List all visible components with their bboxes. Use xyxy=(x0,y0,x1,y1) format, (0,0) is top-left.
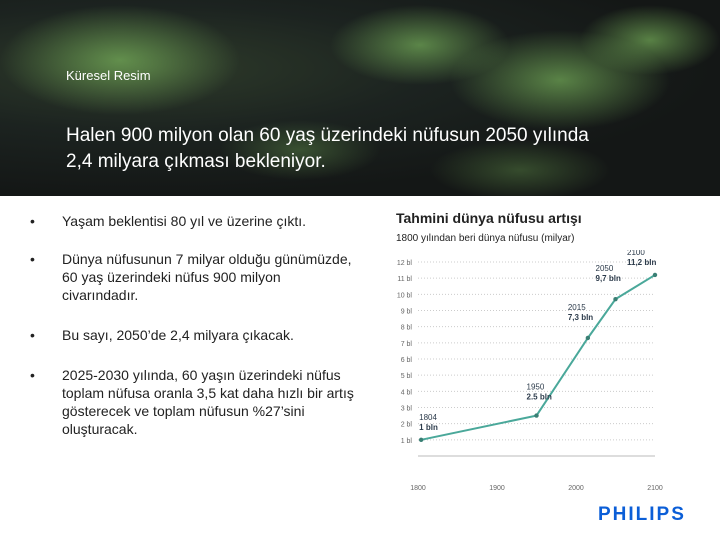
y-tick-label: 8 bl xyxy=(400,324,412,332)
bullet-item xyxy=(30,366,360,438)
bullet-item xyxy=(30,212,360,230)
bullet-item xyxy=(30,326,360,344)
philips-logo: PHILIPS xyxy=(598,504,686,525)
data-year-label: 2015 xyxy=(567,302,586,312)
bullet-list xyxy=(30,212,360,438)
y-tick-label: 6 bl xyxy=(400,357,412,364)
data-point xyxy=(534,413,538,417)
data-value-label: 11,2 bln xyxy=(627,257,657,267)
y-tick-label: 1 bl xyxy=(400,437,412,445)
data-year-label: 2100 xyxy=(627,250,645,257)
population-line-chart xyxy=(380,250,680,500)
bullet-dot: • xyxy=(30,367,35,383)
bullet-dot: • xyxy=(30,327,35,343)
y-tick-label: 12 bl xyxy=(396,260,412,267)
bullet-text: Dünya nüfusunun 7 milyar olduğu günümüzde, 60 yaş üzerindeki nüfus 900 milyon civarındadır. xyxy=(62,251,352,303)
y-tick-label: 9 bl xyxy=(400,308,412,316)
bullet-text: 2025-2030 yılında, 60 yaşın üzerindeki nüfus toplam nüfusa oranla 3,5 kat daha hızlı bir artış gösterecek ve toplam nüfusun %27’sini oluşturacak. xyxy=(62,367,354,437)
x-tick-label: 2100 xyxy=(647,485,663,492)
bullet-text: Yaşam beklentisi 80 yıl ve üzerine çıktı. xyxy=(62,213,307,229)
x-tick-label: 2000 xyxy=(568,485,584,492)
chart-title: Tahmini dünya nüfusu artışı xyxy=(396,210,582,226)
y-tick-label: 3 bl xyxy=(400,405,412,413)
section-label: Küresel Resim xyxy=(66,68,151,83)
x-tick-label: 1900 xyxy=(489,485,505,492)
data-point xyxy=(653,273,657,277)
bullet-item xyxy=(30,250,360,304)
y-tick-label: 4 bl xyxy=(400,389,412,397)
data-value-label: 1 bln xyxy=(419,422,438,432)
chart-subtitle: 1800 yılından beri dünya nüfusu (milyar) xyxy=(396,233,575,244)
y-tick-label: 5 bl xyxy=(400,373,412,381)
bullet-text: Bu sayı, 2050’de 2,4 milyara çıkacak. xyxy=(62,327,294,343)
data-year-label: 1950 xyxy=(526,382,545,392)
bullet-dot: • xyxy=(30,251,35,267)
headline-line-1: Halen 900 milyon olan 60 yaş üzerindeki nüfusun 2050 yılında xyxy=(66,125,589,146)
world-lights-banner xyxy=(0,0,720,196)
data-value-label: 2.5 bln xyxy=(526,392,552,402)
bullet-dot: • xyxy=(30,213,35,229)
y-tick-label: 2 bl xyxy=(400,421,412,429)
y-tick-label: 11 bl xyxy=(397,276,412,284)
data-point xyxy=(613,297,617,301)
data-value-label: 9,7 bln xyxy=(595,274,621,284)
x-tick-label: 1800 xyxy=(410,485,426,492)
data-year-label: 2050 xyxy=(595,264,614,274)
data-point xyxy=(586,336,590,340)
data-year-label: 1804 xyxy=(419,412,437,422)
y-tick-label: 7 bl xyxy=(400,340,412,348)
y-tick-label: 10 bl xyxy=(396,292,412,300)
headline xyxy=(66,123,666,175)
headline-line-2: 2,4 milyara çıkması bekleniyor. xyxy=(66,151,326,172)
data-value-label: 7,3 bln xyxy=(567,312,594,322)
data-point xyxy=(419,438,423,442)
